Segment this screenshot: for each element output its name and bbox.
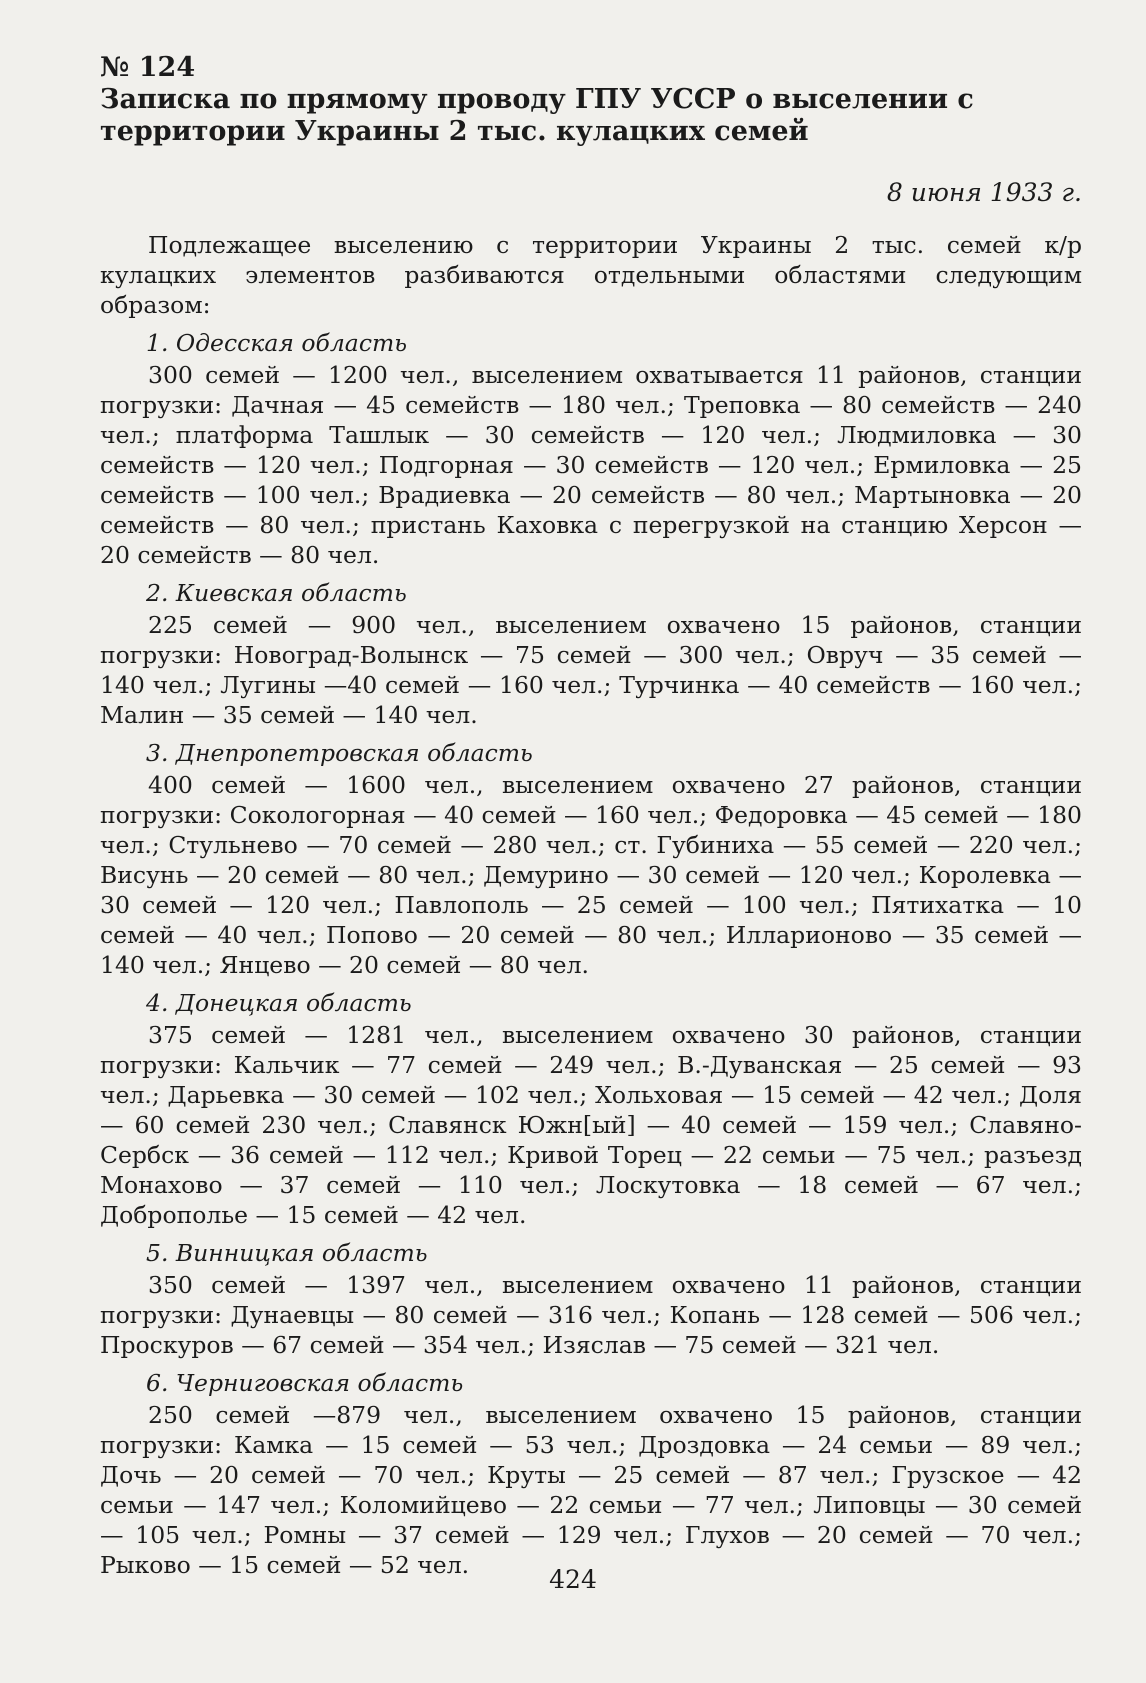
document-date: 8 июня 1933 г. [886,178,1082,207]
region-text: 375 семей — 1281 чел., выселением охвачено 30 районов, станции погрузки: Кальчик — 77 семей — 249 чел.; В.-Дуванская — 25 семей — 93 чел.; Дарьевка — 30 семей — 102 чел.; Хольховая — 15 семей — 42 чел.; Доля — 60 семей 230 чел.; Славянск Южн[ый] — 40 семей — 159 чел.; Славяно-Сербск — 36 семей — 112 чел.; Кривой Торец — 22 семьи — 75 чел.; разъезд Монахово — 37 семей — 110 чел.; Лоскутовка — 18 семей — 67 чел.; Доброполье — 15 семей — 42 чел. [100,1021,1082,1229]
region-text: 250 семей —879 чел., выселением охвачено 15 районов, станции погрузки: Камка — 15 семей — 53 чел.; Дроздовка — 24 семьи — 89 чел.; Дочь — 20 семей — 70 чел.; Круты — 25 семей — 87 чел.; Грузское — 42 семьи — 147 чел.; Коломийцево — 22 семьи — 77 чел.; Липовцы — 30 семей — 105 чел.; Ромны — 37 семей — 129 чел.; Глухов — 20 семей — 70 чел.; Рыково — 15 семей — 52 чел. [100,1401,1082,1579]
intro-paragraph: Подлежащее выселению с территории Украины 2 тыс. семей к/р кулацких элементов разбиваются отдельными областями следующим образом: [100,231,1082,319]
region-title: 6. Черниговская область [146,1369,464,1397]
region-dnepropetrovsk [100,738,1082,980]
region-title: 1. Одесская область [146,329,408,357]
region-odessa [100,328,1082,570]
region-kiev [100,578,1082,730]
region-vinnitsa [100,1238,1082,1360]
document-number: № 124 [100,52,196,83]
region-donetsk [100,988,1082,1230]
region-chernigov [100,1368,1082,1580]
region-title: 2. Киевская область [146,579,407,607]
region-title: 4. Донецкая область [146,989,412,1017]
region-text: 400 семей — 1600 чел., выселением охвачено 27 районов, станции погрузки: Сокологорная — 40 семей — 160 чел.; Федоровка — 45 семей — 180 чел.; Стульнево — 70 семей — 280 чел.; ст. Губиниха — 55 семей — 220 чел.; Висунь — 20 семей — 80 чел.; Демурино — 30 семей — 120 чел.; Королевка — 30 семей — 120 чел.; Павлополь — 25 семей — 100 чел.; Пятихатка — 10 семей — 40 чел.; Попово — 20 семей — 80 чел.; Илларионово — 35 семей — 140 чел.; Янцево — 20 семей — 80 чел. [100,771,1082,979]
region-text: 350 семей — 1397 чел., выселением охвачено 11 районов, станции погрузки: Дунаевцы — 80 семей — 316 чел.; Копань — 128 семей — 506 чел.; Проскуров — 67 семей — 354 чел.; Изяслав — 75 семей — 321 чел. [100,1271,1082,1359]
region-text: 300 семей — 1200 чел., выселением охватывается 11 районов, станции погрузки: Дачная — 45 семейств — 180 чел.; Треповка — 80 семейств — 240 чел.; платформа Ташлык — 30 семейств — 120 чел.; Людмиловка — 30 семейств — 120 чел.; Подгорная — 30 семейств — 120 чел.; Ермиловка — 25 семейств — 100 чел.; Врадиевка — 20 семейств — 80 чел.; Мартыновка — 20 семейств — 80 чел.; пристань Каховка с перегрузкой на станцию Херсон — 20 семейств — 80 чел. [100,361,1082,569]
document-page [100,52,1082,1580]
region-title: 3. Днепропетровская область [146,739,533,767]
region-title: 5. Винницкая область [146,1239,428,1267]
document-title: Записка по прямому проводу ГПУ УССР о выселении с территории Украины 2 тыс. кулацких семей [100,84,974,147]
page-number: 424 [549,1565,597,1594]
region-text: 225 семей — 900 чел., выселением охвачено 15 районов, станции погрузки: Новоград-Волынск — 75 семей — 300 чел.; Овруч — 35 семей — 140 чел.; Лугины —40 семей — 160 чел.; Турчинка — 40 семейств — 160 чел.; Малин — 35 семей — 140 чел. [100,611,1082,729]
